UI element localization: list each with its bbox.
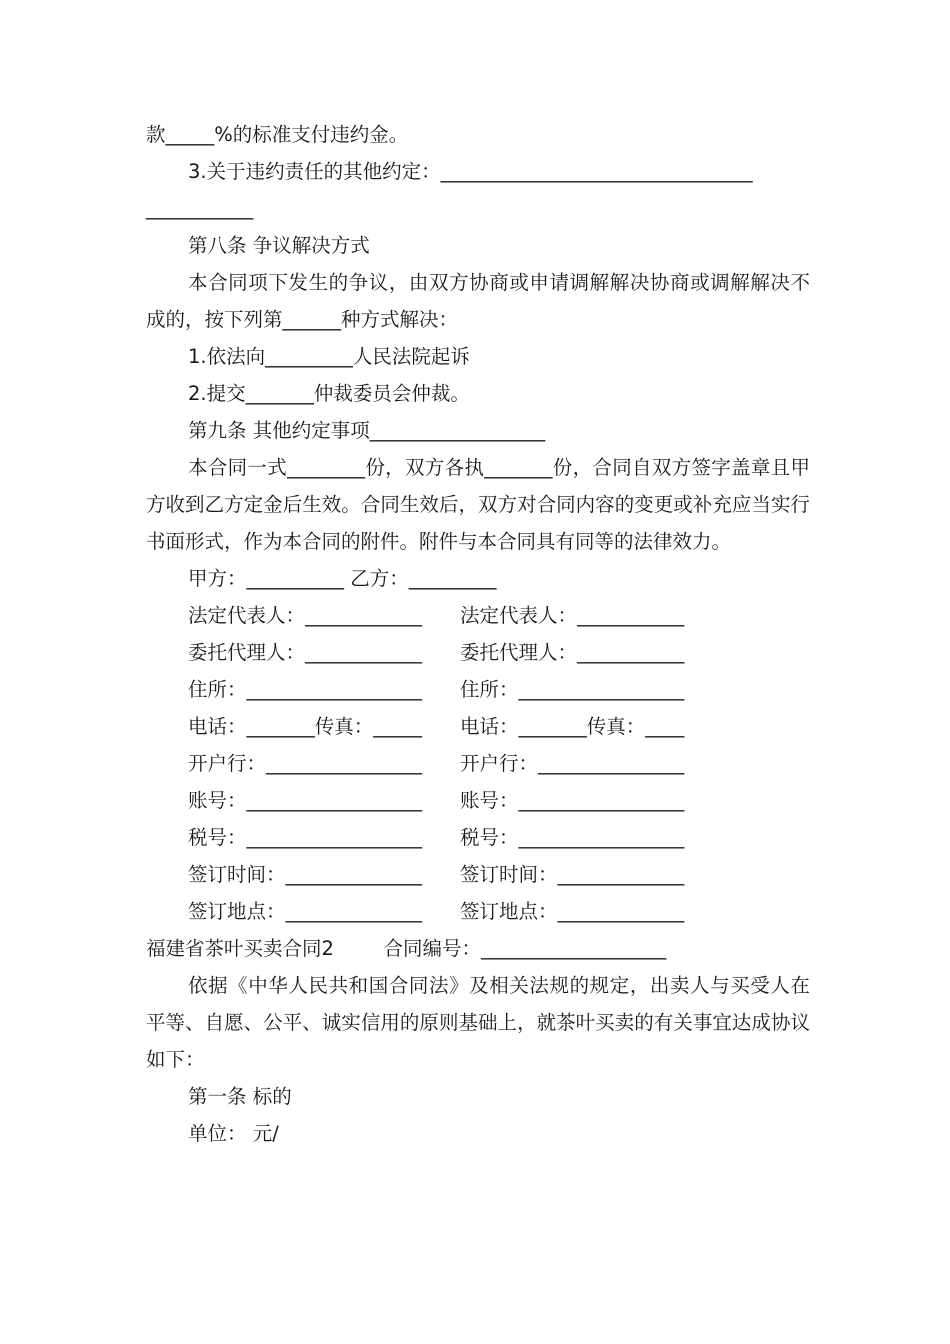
contract-2-intro: 依据《中华人民共和国合同法》及相关法规的规定，出卖人与买受人在平等、自愿、公平、诚实信用的原则基础上，就茶叶买卖的有关事宜达成协议如下：	[146, 974, 810, 1071]
document-body	[146, 116, 810, 1152]
sig-right: 账号：_________________	[460, 789, 685, 812]
signature-row-date	[146, 856, 810, 893]
article-9-title: 第九条 其他约定事项__________________	[188, 419, 546, 442]
signature-row-account	[146, 782, 810, 819]
party-line: 甲方：__________ 乙方：_________	[188, 567, 497, 590]
signature-row-bank	[146, 745, 810, 782]
contract-2-article-1-title: 第一条 标的	[188, 1085, 292, 1108]
article-8-body: 本合同项下发生的争议，由双方协商或申请调解解决协商或调解解决不成的，按下列第______种方式解决：	[146, 271, 810, 331]
sig-left: 签订时间：______________	[188, 863, 423, 886]
sig-left: 开户行：________________	[188, 752, 423, 775]
article-8-option-1: 1.依法向_________人民法院起诉	[188, 345, 470, 368]
blank-continuation-line: ___________	[146, 197, 254, 220]
article-8-option-2: 2.提交_______仲裁委员会仲裁。	[188, 382, 470, 405]
article-9-body: 本合同一式________份，双方各执_______份，合同自双方签字盖章且甲方收到乙方定金后生效。合同生效后，双方对合同内容的变更或补充应当实行书面形式，作为本合同的附件。附件与本合同具有同等的法律效力。	[146, 456, 810, 553]
sig-left: 电话：_______传真：_____	[188, 715, 423, 738]
sig-left: 法定代表人：____________	[188, 604, 423, 627]
signature-row-phone-fax	[146, 708, 810, 745]
sig-left: 住所：__________________	[188, 678, 423, 701]
sig-right: 法定代表人：___________	[460, 604, 685, 627]
signature-row-tax	[146, 819, 810, 856]
sig-right: 电话：_______传真：____	[460, 715, 685, 738]
contract-2-unit-line: 单位： 元/	[188, 1122, 279, 1145]
penalty-rate-line: 款_____%的标准支付违约金。	[146, 123, 409, 146]
contract-2-heading: 福建省茶叶买卖合同2 合同编号：___________________	[146, 937, 667, 960]
sig-left: 委托代理人：____________	[188, 641, 423, 664]
sig-left: 税号：__________________	[188, 826, 423, 849]
article-8-title: 第八条 争议解决方式	[188, 234, 370, 257]
sig-right: 签订时间：_____________	[460, 863, 685, 886]
sig-right: 住所：_________________	[460, 678, 685, 701]
signature-row-representative	[146, 597, 810, 634]
other-liability-line: 3.关于违约责任的其他约定：________________________________	[188, 160, 753, 183]
sig-right: 委托代理人：___________	[460, 641, 685, 664]
signature-row-address	[146, 671, 810, 708]
sig-right: 税号：_________________	[460, 826, 685, 849]
sig-left: 账号：__________________	[188, 789, 423, 812]
signature-row-place	[146, 893, 810, 930]
signature-row-agent	[146, 634, 810, 671]
sig-left: 签订地点：______________	[188, 900, 423, 923]
sig-right: 开户行：_______________	[460, 752, 685, 775]
sig-right: 签订地点：_____________	[460, 900, 685, 923]
